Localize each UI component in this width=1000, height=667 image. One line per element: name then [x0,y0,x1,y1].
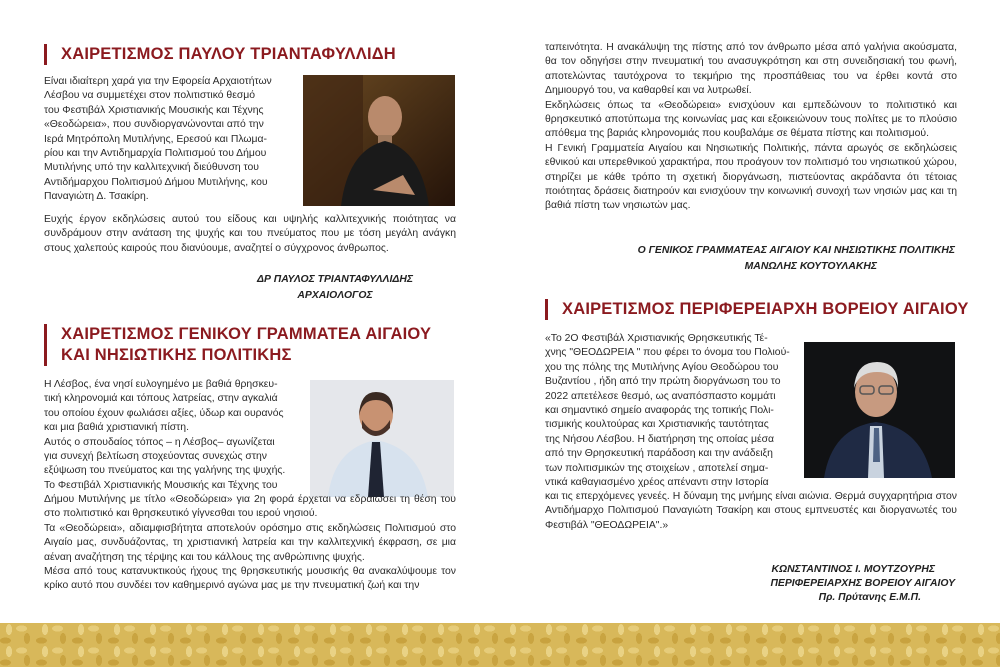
intro-line: Η Λέσβος, ένα νησί ευλογημένο με βαθιά θρησκευ- [44,379,278,390]
intro-line: Βυζαντίου , ήδη από την πρώτη διοργάνωση του το [545,376,781,388]
intro-line: χνης "ΘΕΟΔΩΡΕΙΑ " που φέρει το όνομα του Πολιού- [545,347,790,359]
signature-role: Ο ΓΕΝΙΚΟΣ ΓΡΑΜΜΑΤΕΑΣ ΑΙΓΑΙΟΥ ΚΑΙ ΝΗΣΙΩΤΙΚΗΣ ΠΟΛΙΤΙΚΗΣ [637,245,955,256]
intro-line: της Νήσου Λέσβου. Η διατήρηση της οποίας μέσα [545,433,775,445]
continued-text [545,41,957,214]
section2-body [44,493,456,594]
intro-line: Αυτός ο σπουδαίος τόπος – η Λέσβος– αγωνίζεται [44,436,275,448]
intro-line: και μια βαθιά χριστιανική πίστη. [44,422,189,434]
section1-signature [250,273,420,303]
intro-line: 2022 απετέλεσε θεσμό, ως αναπόσπαστο κομμάτι [545,390,776,402]
portrait-photo-moutzouris [804,342,955,478]
section2-title-line1: ΧΑΙΡΕΤΙΣΜΟΣ ΓΕΝΙΚΟΥ ΓΡΑΜΜΑΤΕΑ ΑΙΓΑΙΟΥ [61,325,432,343]
intro-line: «Θεοδώρεια», που συνδιοργανώνονται από την [44,119,264,131]
portrait-image [804,342,955,478]
section3-body: και τις επερχόμενες γενεές. Η δύναμη της μνήμης είναι αιώνια. Θερμά συγχαρητήρια στον Αντιδήμαρχο Πολιτισμού Παναγιώτη Τσακίρη και στους εμπνευστές και διοργανωτές του Φεστιβάλ "ΘΕΟΔΩΡΕΙΑ".» [545,491,957,531]
intro-line: Είναι ιδιαίτερη χαρά για την Εφορεία Αρχαιοτήτων [44,76,272,87]
body-paragraph: Τα «Θεοδώρεια», αδιαμφισβήτητα αποτελούν ορόσημο στις εκδηλώσεις Πολιτισμού στο Αιγαίο μας, συνδυάζοντας, τη χριστιανική λατρεία και την καλλιτεχνική έκφραση, σε μια αέναη αναζήτηση της τέρψης και του κάλλους της ανθρώπινης ψυχής. [44,522,456,563]
intro-line: εξύψωση του πνεύματος και της γαλήνης της ψυχής. [44,465,286,477]
section3-title: ΧΑΙΡΕΤΙΣΜΟΣ ΠΕΡΙΦΕΡΕΙΑΡΧΗ ΒΟΡΕΙΟΥ ΑΙΓΑΙΟΥ [545,299,969,320]
intro-line: Αντιδήμαρχου Πολιτισμού Δήμου Μυτιλήνης, κου [44,176,268,188]
intro-line: για συνεχή βελτίωση στοχεύοντας συνεχώς στην [44,451,267,463]
intro-line: του οποίου έχουν φωλιάσει αξίες, ύδωρ και ουρανός [44,407,284,419]
portrait-image [303,75,455,206]
signature-name: ΔΡ ΠΑΥΛΟΣ ΤΡΙΑΝΤΑΦΥΛΛΙΔΗΣ [256,274,413,285]
section2-title-line2: ΚΑΙ ΝΗΣΙΩΤΙΚΗΣ ΠΟΛΙΤΙΚΗΣ [61,346,292,364]
intro-line: «Το 2Ο Φεστιβάλ Χριστιανικής Θρησκευτικής Τέ- [545,333,768,344]
signature-name: ΜΑΝΩΛΗΣ ΚΟΥΤΟΥΛΑΚΗΣ [744,261,877,272]
section3-intro [545,332,795,490]
section1-body: Ευχής έργον εκδηλώσεις αυτού του είδους και υψηλής καλλιτεχνικής ποιότητας να συνδράμουν στην ανάταση της ψυχής και του πνεύματος που με τόση μεγάλη ανάγκη στους χαλεπούς καιρούς που διανύουμε, αναζητεί ο σύγχρονος άνθρωπος. [44,214,456,254]
koutoulakis-signature [560,244,955,274]
intro-line: Ιερά Μητρόπολη Μυτιλήνης, Ερεσού και Πλωμα- [44,133,267,145]
intro-line: ντικά καθαγιασμένο χρέος απέναντι στην Ιστορία [545,477,769,489]
portrait-image [310,380,454,497]
section1-intro [44,75,294,205]
moutzouris-signature [700,563,955,605]
section2-title [44,324,431,366]
body-paragraph: ταπεινότητα. Η ανακάλυψη της πίστης από τον άνθρωπο μέσα από γαλήνια ακούσματα, θα τον οδηγήσει στην πνευματική του ανασυγκρότηση και στη συνειδησιακή του φωνή, αποτελώντας ταυτόχρονα το τεκμήριο της προσπάθειας του να έρθει κοντά στο Δημιουργό του, να καθαρθεί και να λυτρωθεί. [545,42,957,97]
portrait-photo-koutoulakis [310,380,454,497]
intro-line: τισμικής κουλτούρας και Χριστιανικής ταυτότητας [545,419,769,431]
body-paragraph: Δήμου Μυτιλήνης με τίτλο «Θεοδώρεια» για 2η φορά έρχεται να εδραιώσει τη θέση του στο πολιτιστικό και θρησκευτικό γίγνεσθαι του ιερού νησιού. [44,494,456,520]
portrait-photo-triantafyllidis [303,75,455,206]
intro-line: Λέσβου να συμμετέχει στον πολιτιστικό θεσμό [44,90,256,102]
intro-line: χου της πόλης της Μυτιλήνης Αγίου Θεοδώρου του [545,361,779,373]
intro-line: Το Φεστιβάλ Χριστιανικής Μουσικής και Τέχνης του [44,479,278,491]
intro-line: του Φεστιβάλ Χριστιανικής Μουσικής και Τέχνης [44,104,264,116]
signature-role: ΠΕΡΙΦΕΡΕΙΑΡΧΗΣ ΒΟΡΕΙΟΥ ΑΙΓΑΙΟΥ [770,578,955,589]
intro-line: ρίου και την Αντιδημαρχία Πολιτισμού του Δήμου [44,148,267,160]
section2-intro [44,378,299,493]
intro-line: των πολιτισμικών της στοιχείων , αποτελεί σημα- [545,462,769,474]
intro-line: Μυτιλήνης υπό την καλλιτεχνική διεύθυνση του [44,162,259,174]
signature-name: ΚΩΝΣΤΑΝΤΙΝΟΣ Ι. ΜΟΥΤΖΟΥΡΗΣ [771,564,935,575]
intro-line: τική κληρονομιά και τόπους λατρείας, στην αγκαλιά [44,393,278,405]
decorative-footer-band [0,623,1000,667]
signature-role: ΑΡΧΑΙΟΛΟΓΟΣ [297,290,373,301]
intro-line: από την Θρησκευτική παράδοση και την ανάδειξη [545,448,773,460]
body-paragraph: Μέσα από τους κατανυκτικούς ήχους της θρησκευτικής μουσικής θα ανακαλύψουμε τον κρίκο αυτό που συνδέει τον καθημερινό αγώνα μας με την πνευματική ζωή και την [44,566,456,592]
body-paragraph: Εκδηλώσεις όπως τα «Θεοδώρεια» ενισχύουν και εμπεδώνουν το πολιτιστικό και θρησκευτικό αποτύπωμα της κοινωνίας μας και εξοικειώνουν τους πολίτες με το πλούσιο απόθεμα της βαριάς κληρονομιάς που κουβαλάμε σε θέματα πίστης και πολιτισμού. [545,99,957,140]
intro-line: Παναγιώτη Δ. Τσακίρη. [44,191,149,203]
intro-line: και σημαντικό σημείο αναφοράς της τοπικής Πολι- [545,405,774,417]
body-paragraph: Η Γενική Γραμματεία Αιγαίου και Νησιωτικής Πολιτικής, πάντα αρωγός σε εκδηλώσεις εθνικού και υπερεθνικού χαρακτήρα, που προάγουν τον πολιτισμό του νησιωτικού χώρου, στηρίζει με κάθε τρόπο τη σχετική διοργάνωση, πιστεύοντας ακράδαντα ότι τέτοιας ποιότητας δράσεις διατηρούν και ενισχύουν την κοινωνική συνοχή των νησιών μας και τη βαθιά πίστη των νησιωτών μας. [545,142,957,212]
signature-extra: Πρ. Πρύτανης Ε.Μ.Π. [818,592,921,603]
section1-title: ΧΑΙΡΕΤΙΣΜΟΣ ΠΑΥΛΟΥ ΤΡΙΑΝΤΑΦΥΛΛΙΔΗ [44,44,396,65]
